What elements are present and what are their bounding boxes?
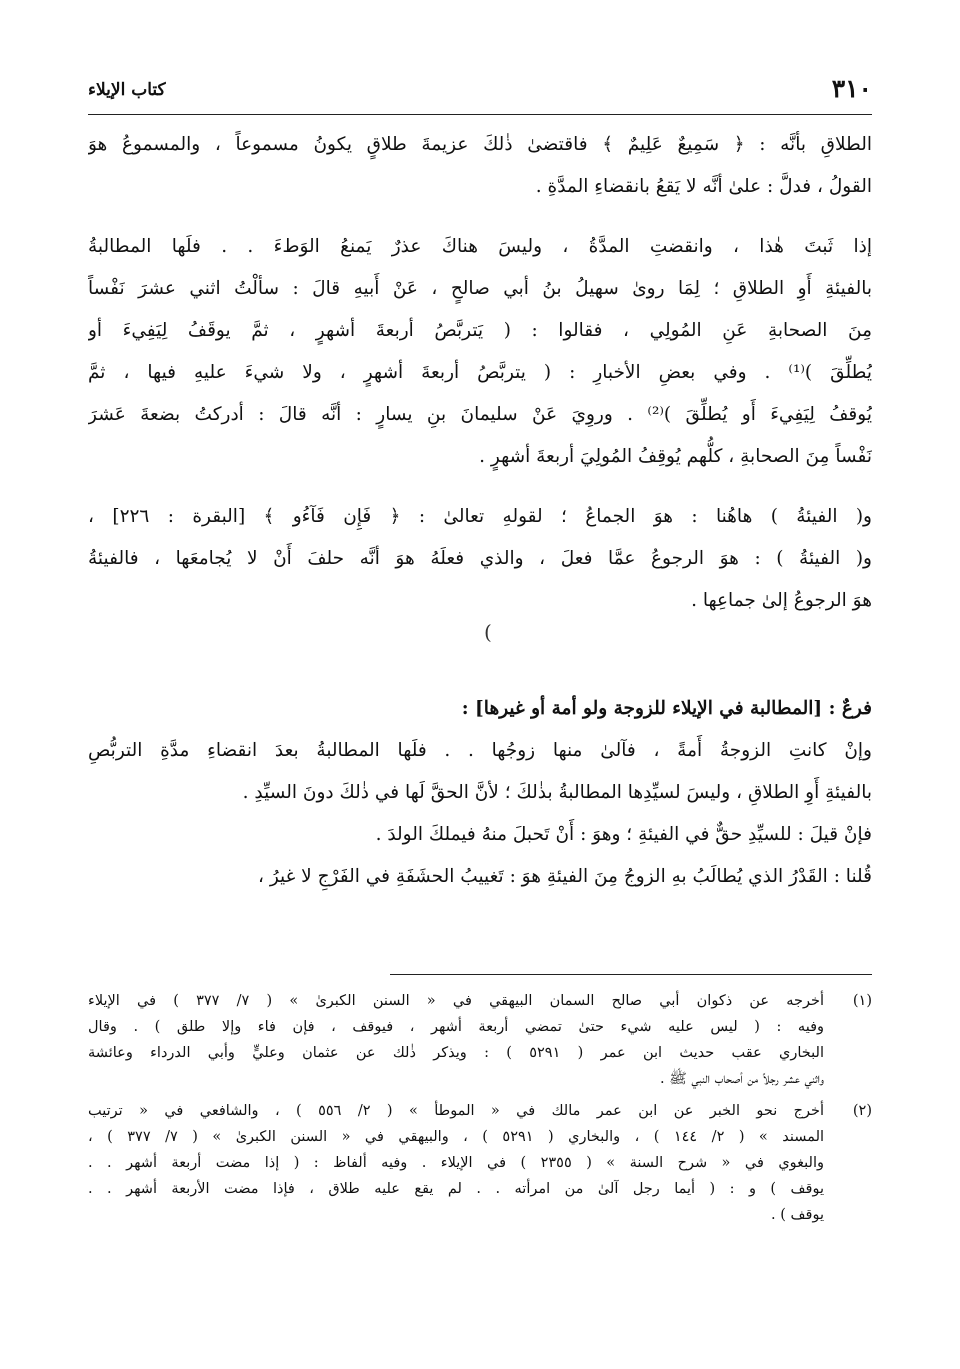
footnotes bbox=[88, 988, 872, 1228]
text-line: وإنْ كانتِ الزوجةُ أَمةً ، فآلىٰ منها زوجُها . . فلَها المطالبةُ بعدَ انقضاءِ مدَّةِ التربُّصِ bbox=[88, 740, 872, 761]
footnote-number: (٢) bbox=[852, 1103, 872, 1119]
text-line: إذا ثَبتَ هٰذا ، وانقضتِ المدَّةُ ، وليسَ هناكَ عذرٌ يَمنعُ الوَطءَ . . فلَها المطالبةُ bbox=[88, 236, 872, 257]
footnote-line: يوقف ) و : ( أيما رجل آلىٰ من امرأته . . لم يقع عليه طلاق ، فإذا مضت الأربعة أشهر . . bbox=[88, 1181, 824, 1197]
text-line: بالفيئةِ أَوِ الطلاقِ ، وليسَ لسيِّدِها المطالبةُ بذٰلكَ ؛ لأنَّ الحقَّ لَها في ذٰلكَ دونَ السيِّدِ . bbox=[242, 782, 872, 803]
footnote-line: المسند » ( ٢/ ١٤٤ ) ، والبخاري ( ٥٢٩١ ) ، والبيهقي في « السنن الكبرىٰ » ( ٧/ ٣٧٧ ) ، bbox=[88, 1129, 824, 1145]
footnote-separator bbox=[390, 974, 872, 975]
footnote-number: (١) bbox=[852, 993, 872, 1009]
text-line: و( الفيئةُ ) : هوَ الرجوعُ عمَّا فعلَ ، والذي فعلَهُ هوَ أنَّه حلفَ أَنْ لا يُجامعَها ، فالفيئةُ bbox=[88, 548, 872, 569]
text-line: الطلاقِ بأنَّه : ﴿ سَمِيعٌ عَلِيمٌ ﴾ فاقتضىٰ ذٰلكَ عزيمةَ طلاقٍ يكونُ مسموعاً ، والمسموعُ هوَ bbox=[88, 134, 872, 155]
text-line: و( الفيئةُ ) هاهُنا : هوَ الجماعُ ؛ لقولهِ تعالىٰ : ﴿ فَإِن فَآءُو ﴾ [البقرة : ٢٢٦] ، bbox=[88, 506, 872, 527]
text-line: هوَ الرجوعُ إلىٰ جماعِها . bbox=[691, 590, 872, 611]
footnote-line: يوقف ) . bbox=[771, 1207, 824, 1223]
footnote-line: وفيه : ( ليس عليه شيء حتىٰ تمضي أربعة أشهر ، فيوقف ، فإن فاء وإلا طلق ) . وقال bbox=[88, 1019, 824, 1035]
section-text bbox=[88, 688, 872, 898]
text-line: يُوقفُ لِيَفِيءَ أَو يُطلِّقَ )⁽²⁾ . وروِيَ عَنْ سليمانَ بنِ يسارٍ : أنَّه قالَ : أدركتُ بضعةَ عَشرَ bbox=[88, 404, 872, 425]
footnote-line: والبغوي في « شرح السنة » ( ٢٣٥٥ ) في الإيلاء . وفيه ألفاظ : ( إذا مضت أربعة أشهر . . bbox=[88, 1155, 824, 1171]
text-line: قُلنا : القَدْرُ الذي يُطالَبُ بهِ الزوجُ مِنَ الفيئةِ هوَ : تَغييبُ الحشَفَةِ في الفَرْجِ لا غيرُ ، bbox=[257, 866, 872, 887]
footnote bbox=[88, 1098, 872, 1228]
page-number: ٣١٠ bbox=[831, 74, 872, 103]
footnote-line: أخرجه عن ذكوان أبي صالح السمان البيهقي في « السنن الكبرىٰ » ( ٧/ ٣٧٧ ) في الإيلاء bbox=[88, 993, 824, 1009]
text-line: نَفْساً مِنَ الصحابةِ ، كلُّهم يُوقِفُ المُولِيَ أربعةَ أشهرٍ . bbox=[479, 446, 872, 467]
text-line: بالفيئةِ أَوِ الطلاقِ ؛ لِمَا روىٰ سهيلُ بنُ أبي صالحٍ ، عَنْ أَبيهِ قالَ : سألْتُ اثني عشرَ نَفْساً bbox=[88, 278, 872, 299]
text-line: مِنَ الصحابةِ عَنِ المُولِي ، فقالوا : ( يَتربَّصُ أربعةَ أشهرٍ ، ثمَّ يوقَفُ لِيَفِيءَ أو bbox=[88, 320, 872, 341]
footnote bbox=[88, 988, 872, 1092]
text-line: القولُ ، فدلَّ : علىٰ أنَّه لا يَقعُ بانقضاءِ المدَّةِ . bbox=[535, 176, 872, 197]
footnote-line: أخرج نحو الخبر عن ابن عمر مالك في « الموطأ » ( ٢/ ٥٥٦ ) ، والشافعي في « ترتيب bbox=[88, 1103, 824, 1119]
text-line: فإنْ قيلَ : للسيِّدِ حقٌّ في الفيئةِ ؛ وهوَ : أَنْ تَحبلَ منهُ فيملكَ الولدَ . bbox=[375, 824, 872, 845]
footnote-line: واثني عشر رجلاً من أصحاب النبي ﷺ . bbox=[660, 1071, 824, 1087]
running-header bbox=[88, 74, 872, 114]
pen-mark: ( bbox=[484, 620, 492, 644]
main-text bbox=[88, 124, 872, 622]
book-title: كتاب الإيلاء bbox=[88, 80, 166, 100]
text-line: يُطلِّقَ )⁽¹⁾ . وفي بعضِ الأخبارِ : ( يتربَّصُ أربعةَ أشهرٍ ، ولا شيءَ عليهِ فيها ، ثمَّ bbox=[88, 362, 872, 383]
header-rule bbox=[88, 114, 872, 115]
section-heading: فرعٌ : [المطالبة في الإيلاء للزوجة ولو أمة أو غيرها] : bbox=[461, 698, 872, 719]
footnote-line: البخاري عقب حديث ابن عمر ( ٥٢٩١ ) : ويذكر ذٰلك عن عثمان وعليٍّ وأبي الدرداء وعائشة bbox=[88, 1045, 824, 1061]
